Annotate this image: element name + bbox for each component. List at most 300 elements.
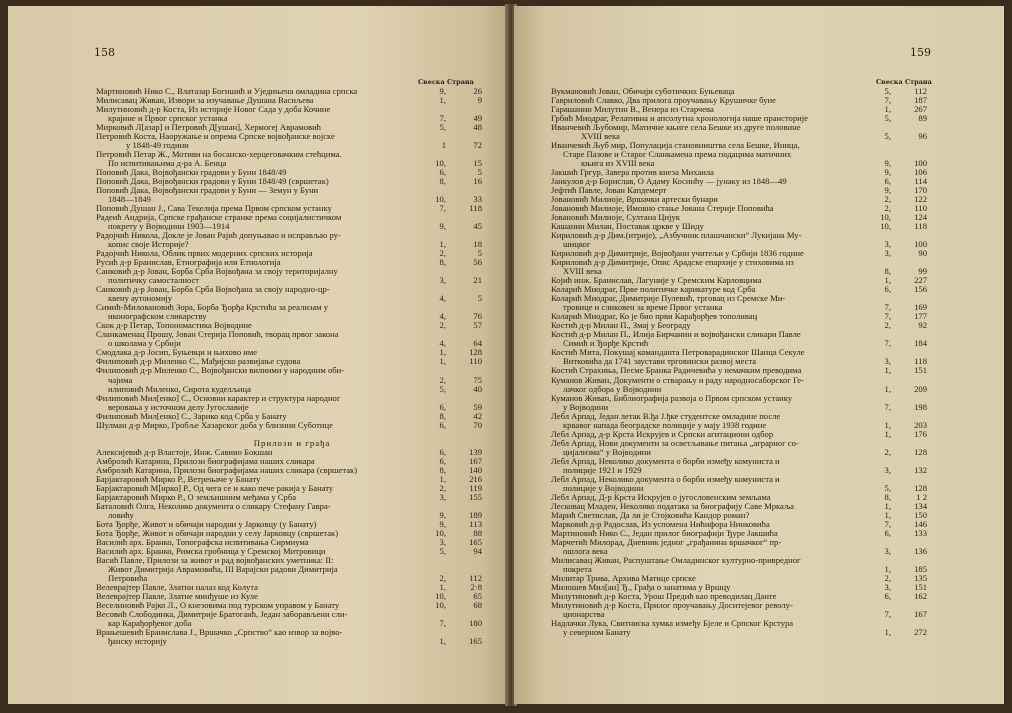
entry-page: 156 bbox=[914, 284, 927, 295]
entry-volume: 3, bbox=[884, 239, 891, 250]
entry-volume: 7, bbox=[439, 113, 446, 124]
entry-text: Гарашанин Милутин В., Венера из Старчева bbox=[551, 104, 714, 115]
entry-page: 133 bbox=[914, 527, 927, 538]
entry-volume: 4, bbox=[439, 311, 446, 322]
entry-text: Гавриловић Славко, Два прилога проучавању Крушичке буне bbox=[551, 95, 776, 106]
entry-volume: 7, bbox=[884, 95, 891, 106]
entry-text: квену аутономију bbox=[108, 293, 173, 304]
entry-page: 113 bbox=[469, 518, 482, 529]
entry-page: 40 bbox=[473, 383, 482, 394]
entry-page: 21 bbox=[473, 275, 482, 286]
entry-page: 1 2 bbox=[916, 491, 927, 502]
entry-text: Лебл Арпад, д-р Крста Искрујев и Српски агитациони одбор bbox=[551, 428, 774, 439]
entry-text: Поповић Душан J., Сава Текелија према Првом српском устанку bbox=[96, 203, 332, 214]
entry-text: Старе Пазове и Старог Сланкамена према подацима матичних bbox=[563, 149, 792, 160]
entry-volume: 2, bbox=[884, 446, 891, 457]
entry-text: Филиповић Мил[енко] С., Зарико код Срба у Банату bbox=[96, 410, 287, 421]
index-entry bbox=[96, 502, 488, 511]
entry-volume: 1, bbox=[439, 473, 446, 484]
entry-text: Милитар Трива, Архива Матице српске bbox=[551, 572, 696, 583]
index-entry bbox=[551, 628, 943, 637]
entry-text: Милутиновић д-р Коста, Из историје Новог Сада у доба Кочине bbox=[96, 104, 331, 115]
entry-volume: 9, bbox=[439, 221, 446, 232]
entry-volume: 9, bbox=[439, 86, 446, 96]
entry-text: Русић д-р Бранислав, Етнографија или Етнологија bbox=[96, 257, 281, 268]
entry-volume: 2, bbox=[884, 572, 891, 583]
column-header bbox=[876, 78, 932, 86]
entry-text: Санковић д-р Јован, Борба Срба Војвођана за своју народно-цр- bbox=[96, 284, 330, 295]
entry-volume: 6, bbox=[439, 401, 446, 412]
entry-page: 5 bbox=[477, 167, 482, 178]
page-header: Страна bbox=[446, 78, 474, 86]
entry-page: 68 bbox=[473, 599, 482, 610]
index-entries bbox=[96, 87, 488, 646]
entry-text: Велеврајтер Павле, Златни налаз код Колута bbox=[96, 581, 258, 592]
entry-text: 1848—1849 bbox=[108, 194, 151, 205]
entry-text: Јовановић Милиоје, Имовно стање Јована Стерије Поповића bbox=[551, 203, 774, 214]
entry-page: 18 bbox=[473, 239, 482, 250]
entry-text: Милутиновић д-р Коста, Урош Предић као преводилац Данте bbox=[551, 590, 777, 601]
entry-volume: 9, bbox=[884, 158, 891, 169]
entry-volume: 10, bbox=[880, 221, 891, 232]
entry-text: Коларић Миодраг, Прве политичке карикатуре код Срба bbox=[551, 284, 756, 295]
entry-text: Марковић д-р Радослав, Из успомена Нићифора Нинковића bbox=[551, 518, 770, 529]
entry-page: 122 bbox=[914, 194, 927, 205]
entry-text: ђанску историју bbox=[108, 635, 167, 646]
entry-text: Петровић Петар Ж., Мотиви на босанско-херцеговачким стећцима. bbox=[96, 149, 342, 160]
entry-page: 92 bbox=[918, 320, 927, 331]
entry-page: 132 bbox=[914, 464, 927, 475]
entry-page: 118 bbox=[914, 221, 927, 232]
entry-volume: 3, bbox=[439, 275, 446, 286]
entry-text: Кириловић д-р Димитрије, Опис Арадске епархије у стиховима из bbox=[551, 257, 794, 268]
entry-volume: 10, bbox=[435, 599, 446, 610]
entry-page: 184 bbox=[914, 338, 927, 349]
entry-text: Весовић Слободинка, Димитрије Братогаић, Један заборављени сли- bbox=[96, 608, 348, 619]
entry-text: Радеић Андрија, Српске грађанске странке према социјалистичком bbox=[96, 212, 342, 223]
entry-volume: 1, bbox=[439, 581, 446, 592]
entry-page: 100 bbox=[914, 239, 927, 250]
entry-volume: 7, bbox=[439, 203, 446, 214]
entry-volume: 1, bbox=[884, 419, 891, 430]
entry-page: 90 bbox=[918, 248, 927, 259]
entry-text: Костић д-р Милан П., Змај у Београду bbox=[551, 320, 691, 331]
entry-volume: 8, bbox=[884, 266, 891, 277]
entry-text: ционарства bbox=[563, 608, 605, 619]
entry-volume: 6, bbox=[884, 590, 891, 601]
entry-page: 169 bbox=[914, 302, 927, 313]
column-header bbox=[418, 78, 474, 86]
entry-page: 203 bbox=[914, 419, 927, 430]
entry-text: Грбић Миодраг, Релативна и апсолутна хронологија наше праисторије bbox=[551, 113, 808, 124]
entry-volume: 8, bbox=[439, 176, 446, 187]
entry-text: кар Карађорђевог доба bbox=[108, 617, 192, 628]
entry-volume: 1, bbox=[439, 635, 446, 646]
entry-volume: 3, bbox=[884, 356, 891, 367]
entry-volume: 7, bbox=[884, 518, 891, 529]
entry-text: Иванчевић Љуб мир, Популација становништва села Бешке, Иница, bbox=[551, 140, 800, 151]
entry-text: Сланкаменац Прошу, Јован Стерија Поповић, творац првог закона bbox=[96, 329, 339, 340]
entry-text: у северном Банату bbox=[563, 626, 631, 637]
entry-text: ловићу bbox=[108, 509, 134, 520]
entry-text: Санковић д-р Јован, Борба Срба Војвођана за своју територијалну bbox=[96, 266, 338, 277]
entry-text: Филиповић д-р Миленко С., Мађијско развијање судова bbox=[96, 356, 301, 367]
entry-volume: 3, bbox=[884, 464, 891, 475]
entry-page: 110 bbox=[914, 203, 927, 214]
entry-page: 42 bbox=[473, 410, 482, 421]
entry-page: 96 bbox=[918, 131, 927, 142]
index-entry bbox=[96, 366, 488, 375]
entry-text: Јакшић Гргур, Завера против кнеза Михаила bbox=[551, 167, 714, 178]
entry-text: Петровића bbox=[108, 572, 148, 583]
entry-text: копис своје Историје? bbox=[108, 239, 189, 250]
entry-page: 170 bbox=[914, 185, 927, 196]
entry-volume: 9, bbox=[884, 185, 891, 196]
entry-text: Мартиновић Нико С., Влатазар Богишић и Уједињена омладина српска bbox=[96, 86, 358, 96]
entry-page: 64 bbox=[473, 338, 482, 349]
entry-page: 185 bbox=[914, 563, 927, 574]
entry-text: политичку самосталност bbox=[108, 275, 200, 286]
entry-page: 59 bbox=[473, 401, 482, 412]
entry-text: Милисавац Живан, Извори за изучавање Душана Васиљева bbox=[96, 95, 314, 106]
entry-page: 15 bbox=[473, 158, 482, 169]
entry-text: Радојчић Никола, Докле је Јован Рајић допуњавао и исправљао ру- bbox=[96, 230, 341, 241]
entry-text: Јефтић Павле, Јован Капдемерт bbox=[551, 185, 667, 196]
entry-page: 128 bbox=[469, 347, 482, 358]
entry-volume: 1, bbox=[884, 563, 891, 574]
entry-volume: 6, bbox=[439, 455, 446, 466]
entry-page: 118 bbox=[469, 203, 482, 214]
entry-volume: 1, bbox=[439, 239, 446, 250]
entry-volume: 3, bbox=[884, 581, 891, 592]
entry-volume: 1, bbox=[884, 275, 891, 286]
entry-volume: 1, bbox=[884, 626, 891, 637]
page-number: 159 bbox=[910, 46, 931, 59]
left-page bbox=[8, 6, 508, 704]
entry-text: полиције у Војводини bbox=[563, 482, 644, 493]
entry-volume: 1, bbox=[884, 428, 891, 439]
entry-text: Коларић Миодраг, Димитрије Пулевић, трговац из Сремске Ми- bbox=[551, 293, 786, 304]
entry-text: Костић Страхиња, Песме Бранка Радичевића у немачким преводима bbox=[551, 365, 802, 376]
entry-text: Бота Ђорђе, Живот и обичаји народни у селу Јарковцу (свршетак) bbox=[96, 527, 339, 538]
entry-text: крвавог напада београдске полиције у мају 1938 године bbox=[563, 419, 767, 430]
entry-volume: 4, bbox=[439, 338, 446, 349]
entry-text: Марић Светислав, Да ли је Стојковића Кандор роман? bbox=[551, 509, 750, 520]
entry-page: 151 bbox=[914, 581, 927, 592]
entry-page: 5 bbox=[477, 248, 482, 259]
entry-page: 70 bbox=[473, 419, 482, 430]
entry-page: 110 bbox=[469, 356, 482, 367]
entry-text: Лебл Арпад, Д-р Крста Искрујев о југословенским земљама bbox=[551, 491, 771, 502]
entry-text: Куманов Живан, Документи о стварању и раду народносаборског Ге- bbox=[551, 374, 804, 385]
entry-page: 89 bbox=[918, 113, 927, 124]
entry-page: 72 bbox=[473, 140, 482, 151]
entry-page: 162 bbox=[914, 590, 927, 601]
entry-text: Веселиновић Рајко Л., О кнезовима под турском управом у Банату bbox=[96, 599, 340, 610]
entry-volume: 6, bbox=[439, 446, 446, 457]
entry-text: у 1848-49 години bbox=[126, 140, 189, 151]
entry-text: Марчетић Милорад, Дневник једног „грађанина вршачког“ пр- bbox=[551, 536, 782, 547]
entry-text: Којић инж. Бранислав, Лагуније у Сремским Карловцима bbox=[551, 275, 762, 286]
entry-page: 272 bbox=[914, 626, 927, 637]
entry-text: Амброзић Катарина, Прилози биографијама наших сликара bbox=[96, 455, 315, 466]
entry-volume: 1, bbox=[439, 347, 446, 358]
entry-volume: 1, bbox=[884, 383, 891, 394]
entry-text: Лебл Арпад, Нови документи за осветљавање питања „аграрног со- bbox=[551, 437, 799, 448]
entry-text: лачког одбора у Војводини bbox=[563, 383, 662, 394]
section-title: Прилози и грађа bbox=[253, 437, 331, 448]
entry-volume: 7, bbox=[884, 311, 891, 322]
entry-volume: 3, bbox=[439, 491, 446, 502]
entry-text: Костић Мита, Покушај команданта Петроварадинског Шанца Секуле bbox=[551, 347, 805, 358]
entry-volume: 10, bbox=[435, 194, 446, 205]
entry-volume: 8, bbox=[439, 257, 446, 268]
entry-text: цијализма“ у Војводини bbox=[563, 446, 651, 457]
entry-text: Симић-Миловановић Зора, Борба Ђорђа Крстића за реализам у bbox=[96, 302, 329, 313]
entry-volume: 5, bbox=[884, 482, 891, 493]
entry-text: Милисавац Живан, Распуштање Омладинског културно-привредног bbox=[551, 554, 801, 565]
entry-page: 112 bbox=[914, 86, 927, 96]
entry-text: По испитивањима д-ра А. Бенца bbox=[108, 158, 227, 169]
entry-volume: 8, bbox=[439, 464, 446, 475]
entry-page: 128 bbox=[914, 446, 927, 457]
entry-page: 180 bbox=[469, 617, 482, 628]
entry-page: 176 bbox=[914, 428, 927, 439]
entry-page: 94 bbox=[473, 545, 482, 556]
entry-text: шицког bbox=[563, 239, 591, 250]
entry-volume: 7, bbox=[884, 302, 891, 313]
entry-text: Барјактаровић Мирко Р., Ветрењаче у Банату bbox=[96, 473, 261, 484]
entry-page: 177 bbox=[914, 311, 927, 322]
entry-text: XVIII века bbox=[563, 266, 602, 277]
entry-text: веровања у источном делу Југославије bbox=[108, 401, 249, 412]
volume-header: Свеска bbox=[418, 78, 445, 86]
entry-text: Лебл Арпад, Неколико документа о борби између комуниста и bbox=[551, 455, 780, 466]
entry-page: 267 bbox=[914, 104, 927, 115]
entry-volume: 6, bbox=[884, 284, 891, 295]
entry-page: 139 bbox=[469, 446, 482, 457]
entry-volume: 2, bbox=[439, 320, 446, 331]
entry-page: 75 bbox=[473, 374, 482, 385]
entry-page: 151 bbox=[914, 365, 927, 376]
entry-text: о школама у Србији bbox=[108, 338, 181, 349]
entry-page: 112 bbox=[469, 572, 482, 583]
entry-page: 99 bbox=[918, 266, 927, 277]
index-entry bbox=[96, 421, 488, 430]
entry-page: 136 bbox=[914, 545, 927, 556]
entry-text: Поповић Дака, Војвођански градови у Буни 1848/49 bbox=[96, 167, 287, 178]
entry-volume: 9, bbox=[439, 509, 446, 520]
entry-page: 134 bbox=[914, 500, 927, 511]
entry-page: 100 bbox=[914, 158, 927, 169]
entry-text: Куманов Живан, Библиографија развоја о Првом српском устанку bbox=[551, 392, 793, 403]
entry-volume: 6, bbox=[439, 419, 446, 430]
entry-volume: 3, bbox=[439, 536, 446, 547]
entry-volume: 3, bbox=[884, 248, 891, 259]
entry-volume: 8, bbox=[439, 410, 446, 421]
entry-volume: 1 bbox=[441, 140, 446, 151]
entry-page: 56 bbox=[473, 257, 482, 268]
page-header: Страна bbox=[904, 78, 932, 86]
entry-volume: 1, bbox=[884, 509, 891, 520]
entry-text: иконографском сликарству bbox=[108, 311, 207, 322]
entry-volume: 2, bbox=[439, 572, 446, 583]
entry-page: 124 bbox=[914, 212, 927, 223]
entry-text: Живот Димитрија Аврамовића, III Варајски радови Димитрија bbox=[108, 563, 338, 574]
entry-volume: 9, bbox=[439, 518, 446, 529]
entry-text: Симић и Ђорђе Крстић bbox=[563, 338, 649, 349]
entry-page: 65 bbox=[473, 590, 482, 601]
right-page bbox=[514, 6, 1004, 704]
entry-volume: 2, bbox=[884, 320, 891, 331]
entry-text: Петровић Коста, Наоружање и опрема Српске војвођанске војске bbox=[96, 131, 335, 142]
entry-text: илиповић Миленко, Сирота куделљица bbox=[108, 383, 251, 394]
entry-page: 198 bbox=[914, 401, 927, 412]
entry-volume: 5, bbox=[884, 113, 891, 124]
entry-volume: 6, bbox=[884, 176, 891, 187]
entry-text: књига из XVIII века bbox=[581, 158, 655, 169]
entry-page: 209 bbox=[914, 383, 927, 394]
entry-page: 9 bbox=[477, 95, 482, 106]
entry-page: 165 bbox=[469, 536, 482, 547]
entry-text: Лебл Арпад, Неколико документа о борби између комуниста и bbox=[551, 473, 780, 484]
entry-volume: 7, bbox=[439, 617, 446, 628]
entry-page: 16 bbox=[473, 176, 482, 187]
entry-page: 5 bbox=[477, 293, 482, 304]
entry-volume: 5, bbox=[884, 131, 891, 142]
entry-volume: 5, bbox=[439, 122, 446, 133]
entry-volume: 1, bbox=[439, 356, 446, 367]
entry-volume: 2, bbox=[439, 248, 446, 259]
index-entry bbox=[96, 186, 488, 195]
entry-text: покрету у Војводини 1903—1914 bbox=[108, 221, 230, 232]
entry-page: 118 bbox=[914, 356, 927, 367]
entry-text: Бота Ђорђе, Живот и обичаји народни у Јарковцу (у Банату) bbox=[96, 518, 317, 529]
entry-text: Поповић Дака, Војвођански градови у Буни 1848/49 (свршетак) bbox=[96, 176, 329, 187]
entry-page: 114 bbox=[914, 176, 927, 187]
entry-text: XVIII века bbox=[581, 131, 620, 142]
entry-page: 106 bbox=[914, 167, 927, 178]
entry-page: 48 bbox=[473, 122, 482, 133]
entry-text: Милошев Мил[ан] Ђ., Грађа о занатима у Вршцу bbox=[551, 581, 731, 592]
entry-text: Витковића да 1741 заустави трговински развој места bbox=[563, 356, 757, 367]
entry-volume: 10, bbox=[435, 590, 446, 601]
entry-page: 167 bbox=[914, 608, 927, 619]
entry-text: у Војводини bbox=[563, 401, 609, 412]
entry-volume: 5, bbox=[439, 545, 446, 556]
entry-page: 128 bbox=[914, 482, 927, 493]
entry-text: Барјактаровић Мирко Р., О земљишним међама у Срба bbox=[96, 491, 297, 502]
entry-text: Мирковић Л[азар] и Петровић Д[ушан], Хермогеј Аврамовић bbox=[96, 122, 321, 133]
entry-text: Лесковац Младен, Неколико података за биографију Саве Мркаља bbox=[551, 500, 794, 511]
entry-page: 33 bbox=[473, 194, 482, 205]
entry-volume: 2, bbox=[884, 194, 891, 205]
entry-text: Лебл Арпад, Један летак В.ђа Ј.ђке студентске омладине после bbox=[551, 410, 781, 421]
entry-volume: 5, bbox=[884, 86, 891, 96]
entry-text: Јовановић Милиоје, Султана Цијук bbox=[551, 212, 680, 223]
entry-volume: 10, bbox=[435, 527, 446, 538]
entry-volume: 6, bbox=[439, 167, 446, 178]
entry-text: Иванчевић Љубомир, Матичне књиге села Бешке из друге половине bbox=[551, 122, 801, 133]
entry-volume: 7, bbox=[884, 338, 891, 349]
entry-page: 45 bbox=[473, 221, 482, 232]
entry-page: 187 bbox=[914, 95, 927, 106]
entry-text: Кириловић д-р Дим.(итрије), „Азбучник плашчански“ Лукијана Му- bbox=[551, 230, 802, 241]
entry-text: Васић Павле, Прилози за живот и рад војвођанских уметника: II: bbox=[96, 554, 334, 565]
page-number: 158 bbox=[94, 46, 115, 59]
entry-text: Вукмановић Јован, Обичаји суботичких Буњеваца bbox=[551, 86, 735, 96]
entry-text: Скок д-р Петар, Топономастика Војводине bbox=[96, 320, 252, 331]
entry-volume: 2, bbox=[439, 482, 446, 493]
entry-page: 216 bbox=[469, 473, 482, 484]
entry-volume: 1, bbox=[884, 365, 891, 376]
entry-page: 57 bbox=[473, 320, 482, 331]
entry-text: Барјактаровић М[ирко] Р., Од чега се и како пече ракија у Банату bbox=[96, 482, 334, 493]
entry-text: Василић арх. Бранко, Топографска испитивања Сирмиума bbox=[96, 536, 309, 547]
entry-page: 167 bbox=[469, 455, 482, 466]
entry-page: 119 bbox=[469, 482, 482, 493]
entry-text: Велеврајтер Павле, Златне минђуше из Куле bbox=[96, 590, 258, 601]
entry-text: тровице и сликовен за време Првог устанка bbox=[563, 302, 723, 313]
entry-volume: 8, bbox=[884, 491, 891, 502]
entry-volume: 5, bbox=[439, 383, 446, 394]
entry-volume: 1, bbox=[439, 95, 446, 106]
entry-page: 155 bbox=[469, 491, 482, 502]
entry-volume: 2, bbox=[439, 374, 446, 385]
entry-text: Костић д-р Милан П., Илија Бирчанин и војвођански сликари Павле bbox=[551, 329, 801, 340]
entry-text: Алексијевић д-р Властоје, Инж. Савиио Бокшан bbox=[96, 446, 273, 457]
entry-text: Шулман д-р Мирко, Гробље Хазарског доба у близини Суботице bbox=[96, 419, 333, 430]
entry-text: Коларић Миодраг, Ко је био први Карађорђев тополивац bbox=[551, 311, 758, 322]
entry-page: 150 bbox=[914, 509, 927, 520]
entry-volume: 10, bbox=[880, 212, 891, 223]
entry-volume: 2, bbox=[884, 203, 891, 214]
entry-page: 146 bbox=[914, 518, 927, 529]
volume-header: Свеска bbox=[876, 78, 903, 86]
entry-text: Милутиновић д-р Коста, Прилог проучавању Доситејевог револу- bbox=[551, 599, 793, 610]
entry-text: Мартиновић Нико С., Један прилог биографији Ђуре Јакшића bbox=[551, 527, 778, 538]
entry-page: 227 bbox=[914, 275, 927, 286]
entry-page: 26 bbox=[473, 86, 482, 96]
entry-text: полиције 1921 и 1929 bbox=[563, 464, 642, 475]
entry-text: Кашанин Милан, Поставак цркве у Шиду bbox=[551, 221, 704, 232]
entry-page: 2·8 bbox=[470, 581, 482, 592]
entry-text: Смодлака д-р Јосип, Буњевци и њихово име bbox=[96, 347, 258, 358]
entry-text: Филиповић д-р Миленко С., Војвођански вилиими у народним оби- bbox=[96, 365, 345, 376]
entry-text: Поповић Дака, Војвођански градови у Буни — Земун у Буни bbox=[96, 185, 319, 196]
entry-page: 140 bbox=[469, 464, 482, 475]
entry-volume: 7, bbox=[884, 401, 891, 412]
entry-page: 135 bbox=[914, 572, 927, 583]
entry-text: Баталовић Олга, Неколико документа о сликару Стефану Гавра- bbox=[96, 500, 331, 511]
entry-volume: 9, bbox=[884, 167, 891, 178]
entry-volume: 4, bbox=[439, 293, 446, 304]
entry-text: покрета bbox=[563, 563, 592, 574]
entry-page: 88 bbox=[473, 527, 482, 538]
entry-page: 76 bbox=[473, 311, 482, 322]
entry-text: Василић арх. Бранко, Римска гробница у Сремској Митровици bbox=[96, 545, 326, 556]
index-entries bbox=[551, 87, 943, 637]
entry-text: Амброзић Катарина, Прилози биографијама наших сликара (свршетак) bbox=[96, 464, 358, 475]
entry-page: 49 bbox=[473, 113, 482, 124]
entry-volume: 1, bbox=[884, 500, 891, 511]
entry-text: Надлачки Лука, Свитниска хумка између Бјеле и Српског Крстура bbox=[551, 617, 794, 628]
entry-text: Кириловић д-р Димитрије, Војвођани учитељи у Србији 1836 године bbox=[551, 248, 804, 259]
entry-text: Јанкулов д-р Борислав, О Адаму Косинћу — јунаку из 1848—49 bbox=[551, 176, 787, 187]
entry-volume: 6, bbox=[884, 527, 891, 538]
index-entry bbox=[96, 565, 488, 574]
entry-text: Јовановић Милиоје, Вршачки артески бунари bbox=[551, 194, 718, 205]
